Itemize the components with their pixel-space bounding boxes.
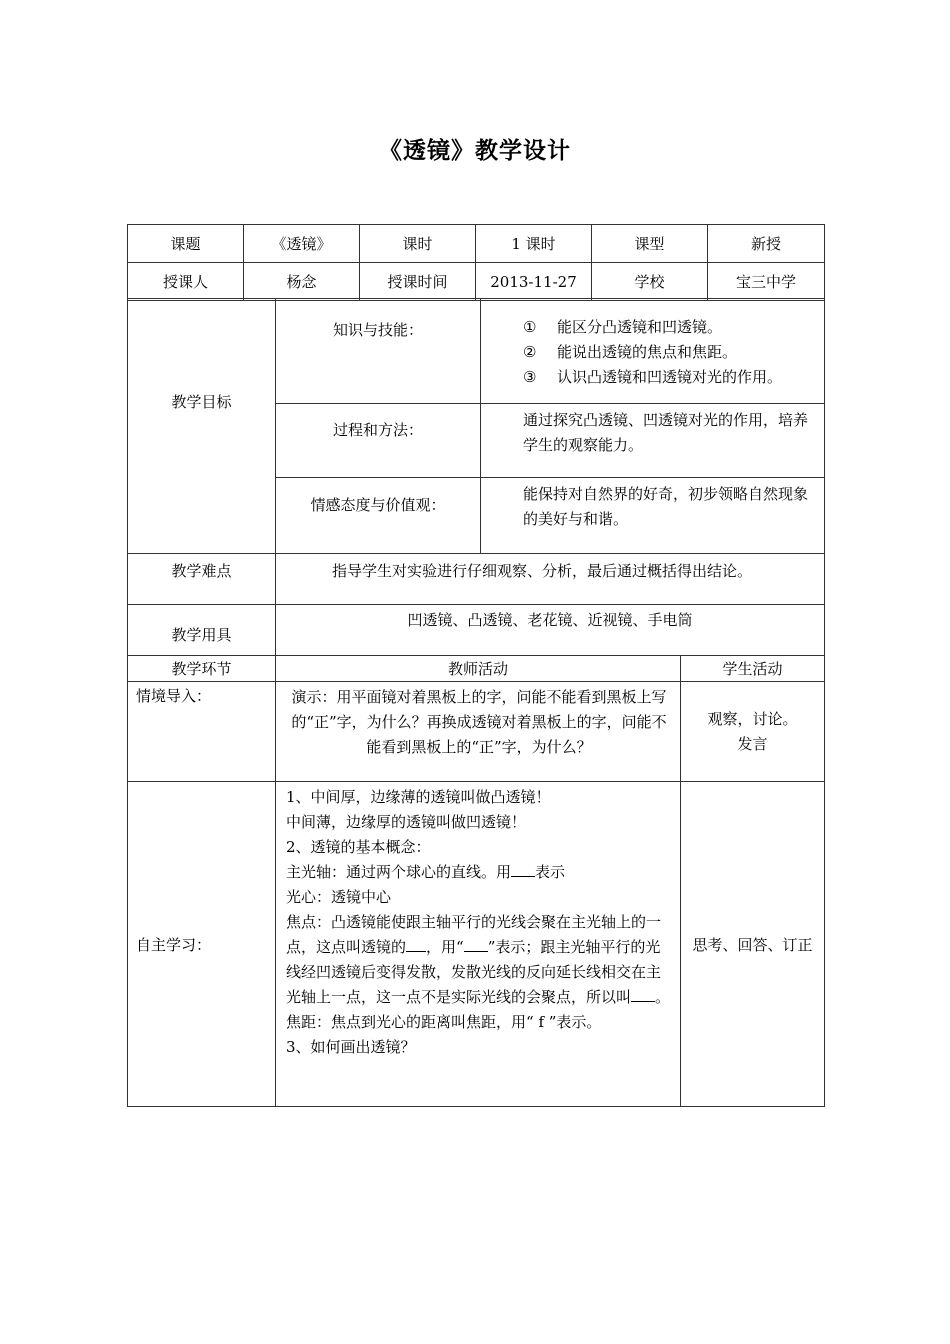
info-cell: 新授 [708,225,825,263]
column-header: 教师活动 [276,656,681,682]
tools-text: 凹透镜、凸透镜、老花镜、近视镜、手电筒 [276,605,825,656]
teacher-activity: 演示：用平面镜对着黑板上的字，问能不能看到黑板上写的“正”字，为什么？再换成透镜对着黑板上的字，问能不能看到黑板上的“正”字，为什么？ [276,682,681,782]
info-cell: 授课时间 [360,263,476,301]
stage-cell: 自主学习： [128,782,276,1107]
teacher-activity [276,782,681,1107]
knowledge-label: 知识与技能： [276,299,481,404]
course-info-table [127,224,825,301]
column-header: 学生活动 [681,656,825,682]
line: 光心：透镜中心 [286,888,392,906]
student-activity: 观察，讨论。发言 [681,682,825,782]
line: 2、透镜的基本概念： [286,838,431,856]
emotion-text: 能保持对自然界的好奇，初步领略自然现象的美好与和谐。 [481,478,825,554]
list-item: ② 能说出透镜的焦点和焦距。 [523,343,738,361]
goals-table [127,298,825,656]
line: 1、中间厚，边缘薄的透镜叫做凸透镜！ [286,788,551,806]
column-header: 教学环节 [128,656,276,682]
lesson-process-table [127,655,825,1107]
difficulty-text: 指导学生对实验进行仔细观察、分析，最后通过概括得出结论。 [276,554,825,605]
process-label: 过程和方法： [276,404,481,478]
blank-line [631,987,655,1002]
blank-line [406,937,426,952]
info-cell: 课时 [360,225,476,263]
stage-cell: 情境导入： [128,682,276,782]
table-header-row [128,656,825,682]
info-cell: 授课人 [128,263,244,301]
emotion-label: 情感态度与价值观： [276,478,481,554]
process-text: 通过探究凸透镜、凹透镜对光的作用，培养学生的观察能力。 [481,404,825,478]
line: 3、如何画出透镜？ [286,1038,416,1056]
info-cell: 杨念 [244,263,360,301]
student-activity: 思考、回答、订正 [681,782,825,1107]
difficulty-label: 教学难点 [128,554,276,605]
list-item: ③ 认识凸透镜和凹透镜对光的作用。 [523,368,783,386]
info-cell: 学校 [592,263,708,301]
line: 焦点：凸透镜能使跟主轴平行的光线会聚在主光轴上的一点，这点叫透镜的 ，用“ ”表示；跟主光轴平行的光线经凹透镜后变得发散，发散光线的反向延长线相交在主光轴上一点，这一点不是实际光线的会聚点，所以叫 。 [286,913,671,1006]
line: 焦距：焦点到光心的距离叫焦距，用“ f ”表示。 [286,1013,602,1031]
line: 主光轴：通过两个球心的直线。用 表示 [286,863,566,881]
line: 中间薄，边缘厚的透镜叫做凹透镜！ [286,813,527,831]
table-row [128,682,825,782]
list-item: ① 能区分凸透镜和凹透镜。 [523,318,723,336]
info-cell: 2013-11-27 [476,263,592,301]
goals-label: 教学目标 [128,299,276,554]
info-cell: 课型 [592,225,708,263]
tools-label: 教学用具 [128,605,276,656]
table-row [128,782,825,1107]
blank-line [511,862,535,877]
info-cell: 宝三中学 [708,263,825,301]
blank-line [464,937,488,952]
knowledge-list [481,299,825,404]
info-cell: 《透镜》 [244,225,360,263]
info-row [128,263,825,301]
info-cell: 1 课时 [476,225,592,263]
info-row [128,225,825,263]
page-title: 《透镜》教学设计 [379,138,571,164]
info-cell: 课题 [128,225,244,263]
